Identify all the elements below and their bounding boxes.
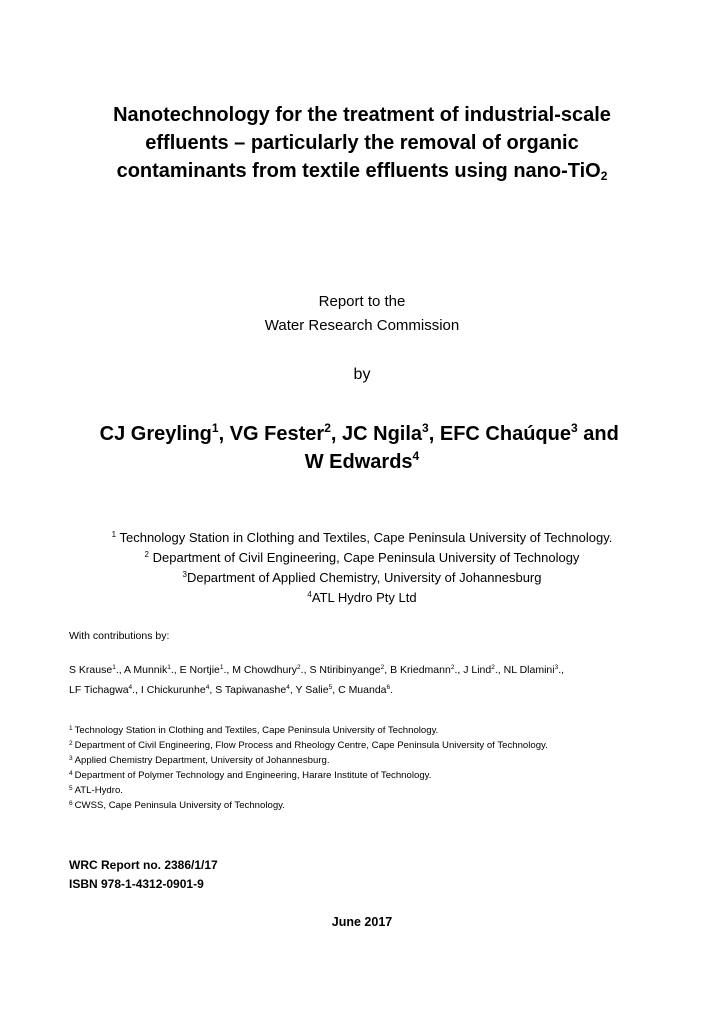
title-line-1: Nanotechnology for the treatment of industrial-scale [113,104,611,126]
contributor-mark: 5 [328,684,333,691]
footnote-mark: 4 [69,770,73,777]
author-list [40,420,684,476]
isbn: ISBN 978-1-4312-0901-9 [69,877,204,891]
contributor-separator: , [332,684,339,696]
footnote-item [69,753,689,768]
footnote-mark: 1 [69,725,73,732]
contributor-separator: , [289,684,296,696]
contributor-mark: 1 [167,664,171,671]
contributor-name: M Chowdhury [232,664,298,676]
contributor-name: A Munnik [124,664,168,676]
author-name: EFC Chaúque [439,423,571,445]
contributor-name: E Nortjie [179,664,220,676]
contributor-separator: ., [115,664,125,676]
contributions-heading: With contributions by: [69,630,170,642]
affiliation-mark: 3 [182,570,187,579]
footnote-mark: 6 [69,800,73,807]
author-affiliation-mark: 2 [324,421,331,435]
contributor-name: J Lind [463,664,492,676]
publication-date: June 2017 [331,915,393,929]
contributor-mark: 6 [386,684,391,691]
author-name: VG Fester [229,423,325,445]
contributor-separator: ., [223,664,233,676]
affiliation-list [20,528,704,608]
contributor-name: Y Salie [295,684,329,696]
contributor-line-2 [69,680,689,700]
report-title [60,101,664,185]
author-line-2 [40,448,684,476]
contributor-separator: ., [558,664,565,676]
contributor-line-1 [69,660,689,680]
contributor-mark: 2 [380,664,385,671]
contributor-name: S Tapiwanashe [215,684,287,696]
contributor-name: NL Dlamini [503,664,555,676]
author-name: JC Ngila [342,423,423,445]
footnote-text: Department of Polymer Technology and Engineering, Harare Institute of Technology. [74,770,432,781]
author-separator: , [428,423,440,445]
footnote-text: ATL-Hydro. [74,785,123,796]
affiliation-item [20,588,704,608]
report-recipient [0,290,724,338]
commission-name: Water Research Commission [264,317,460,334]
report-to-line: Report to the [318,293,406,310]
affiliation-footnotes [69,723,689,813]
footnote-mark: 5 [69,785,73,792]
by-label: by [353,366,371,383]
footnote-mark: 3 [69,755,73,762]
footnote-item [69,798,689,813]
contributor-mark: 1 [112,664,116,671]
footnote-item [69,738,689,753]
affiliation-text: ATL Hydro Pty Ltd [311,590,417,605]
contributor-name: LF Tichagwa [69,684,129,696]
affiliation-item [20,568,704,588]
contributor-separator: ., [132,684,141,696]
author-affiliation-mark: 3 [422,421,429,435]
affiliation-mark: 1 [111,530,117,539]
contributor-mark: 4 [286,684,290,691]
author-line-1 [40,420,684,448]
contributor-name: B Kriedmann [390,664,451,676]
author-separator: , [330,423,343,445]
contributor-mark: 2 [297,664,301,671]
footnote-item [69,783,689,798]
contributor-name: S Ntiribinyange [309,664,381,676]
contributor-separator: ., [494,664,504,676]
footnote-mark: 2 [69,740,73,747]
report-identifiers [69,856,218,894]
affiliation-mark: 2 [144,550,149,559]
contributor-separator: , [384,664,391,676]
contributor-separator: ., [170,664,180,676]
affiliation-text: Department of Applied Chemistry, University of Johannesburg [186,570,542,585]
footnote-text: Technology Station in Clothing and Textiles, Cape Peninsula University of Technology. [74,725,439,736]
author-affiliation-mark: 3 [570,421,578,435]
contributor-name: S Krause [69,664,113,676]
title-line-3-text: contaminants from textile effluents using nano-TiO [116,160,601,182]
contributor-list [69,660,689,700]
contributor-separator: ., [454,664,464,676]
contributor-separator: . [390,684,394,696]
affiliation-item [20,548,704,568]
footnote-text: Applied Chemistry Department, University of Johannesburg. [74,755,330,766]
contributor-mark: 4 [205,684,210,691]
affiliation-mark: 4 [307,590,312,599]
contributor-mark: 2 [450,664,455,671]
title-line-2: effluents – particularly the removal of organic [145,132,579,154]
contributor-mark: 2 [491,664,495,671]
author-affiliation-mark: 4 [412,449,420,463]
contributor-name: C Muanda [338,684,387,696]
affiliation-item [20,528,704,548]
footnote-text: CWSS, Cape Peninsula University of Technology. [74,800,285,811]
author-separator: , [218,423,230,445]
contributor-mark: 4 [128,684,133,691]
author-affiliation-mark: 1 [211,421,219,435]
footnote-item [69,723,689,738]
affiliation-text: Department of Civil Engineering, Cape Peninsula University of Technology [149,550,580,565]
title-subscript: 2 [600,169,608,183]
contributor-mark: 3 [554,664,559,671]
footnote-item [69,768,689,783]
author-name: CJ Greyling [99,423,212,445]
affiliation-text: Technology Station in Clothing and Textiles, Cape Peninsula University of Technology. [116,530,613,545]
contributor-mark: 1 [219,664,224,671]
author-name: W Edwards [304,451,413,473]
report-number: WRC Report no. 2386/1/17 [69,858,218,872]
author-separator: and [577,423,625,445]
contributor-separator: ., [300,664,310,676]
contributor-name: I Chickurunhe [140,684,206,696]
title-line-3 [60,157,664,185]
footnote-text: Department of Civil Engineering, Flow Process and Rheology Centre, Cape Peninsula University of Technology. [74,740,548,751]
contributor-separator: , [209,684,216,696]
